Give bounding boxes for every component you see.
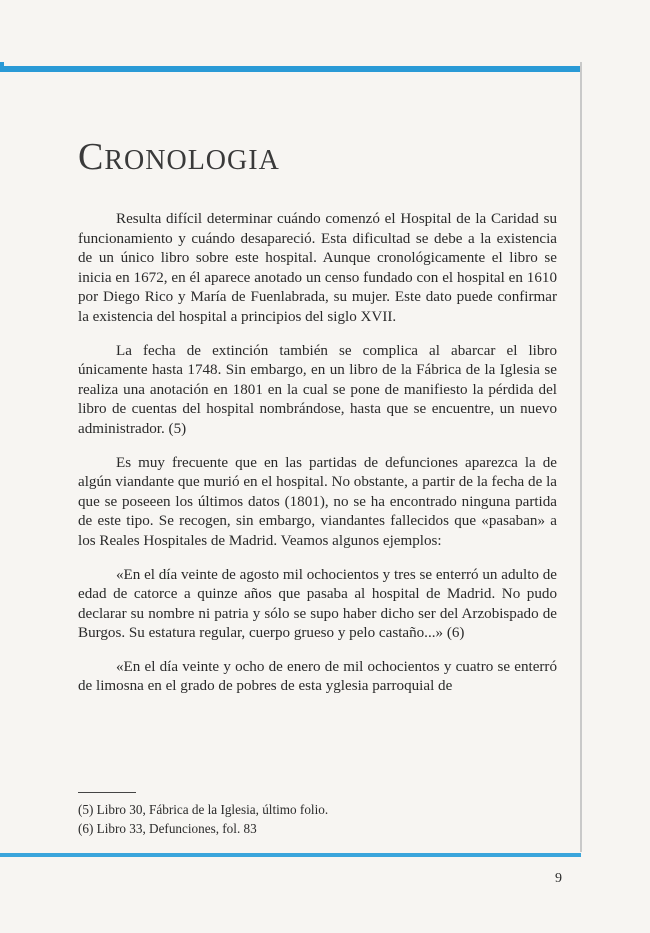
- body-text: [78, 210, 557, 711]
- footnotes: [78, 800, 538, 838]
- footnote-separator: [78, 792, 136, 793]
- page-title: [78, 138, 280, 176]
- title-initial: C: [78, 136, 105, 178]
- paragraph-1: Resulta difícil determinar cuándo comenzó el Hospital de la Caridad su funcionamiento y cuándo desapareció. Esta dificultad se debe a la existencia de un único libro sobre este hospital. Aunque cronológicamente el libro se inicia en 1672, en él aparece anotado un censo fundado con el hospital en 1610 por Diego Rico y María de Fuenlabrada, su mujer. Este dato puede confirmar la existencia del hospital a principios del siglo XVII.: [78, 211, 557, 325]
- quote-paragraph-2: «En el día veinte y ocho de enero de mil ochocientos y cuatro se enterró de limosna en el grado de pobres de esta yglesia parroquial de: [78, 658, 557, 695]
- right-margin-line: [580, 62, 582, 852]
- paragraph-3: Es muy frecuente que en las partidas de defunciones aparezca la de algún viandante que murió en el hospital. No obstante, a partir de la fecha de la que se poseeen los últimos datos (1801), no se ha encontrado ninguna partida de este tipo. Se recogen, sin embargo, viandantes fallecidos que «pasaban» a los Reales Hospitales de Madrid. Veamos algunos ejemplos:: [78, 454, 557, 549]
- top-blue-rule: [0, 66, 582, 72]
- quote-paragraph-1: «En el día veinte de agosto mil ochocientos y tres se enterró un adulto de edad de catorce a quinze años que pasaba al hospital de Madrid. No pudo declarar su nombre ni patria y sólo se supo haber dicho ser del Arzobispado de Burgos. Su estatura regular, cuerpo grueso y pelo castaño...» (6): [78, 566, 557, 642]
- footnote-5: (5) Libro 30, Fábrica de la Iglesia, último folio.: [78, 802, 329, 817]
- bottom-blue-rule: [0, 853, 581, 857]
- title-rest: RONOLOGIA: [104, 145, 280, 176]
- page-number: 9: [555, 871, 562, 886]
- footnote-6: (6) Libro 33, Defunciones, fol. 83: [78, 821, 257, 836]
- paragraph-2: La fecha de extinción también se complica al abarcar el libro únicamente hasta 1748. Sin embargo, en un libro de la Fábrica de la Iglesia se realiza una anotación en 1801 en la cual se pone de manifiesto la pérdida del libro de cuentas del hospital nombrándose, hasta que se encuentre, un nuevo administrador. (5): [78, 342, 557, 437]
